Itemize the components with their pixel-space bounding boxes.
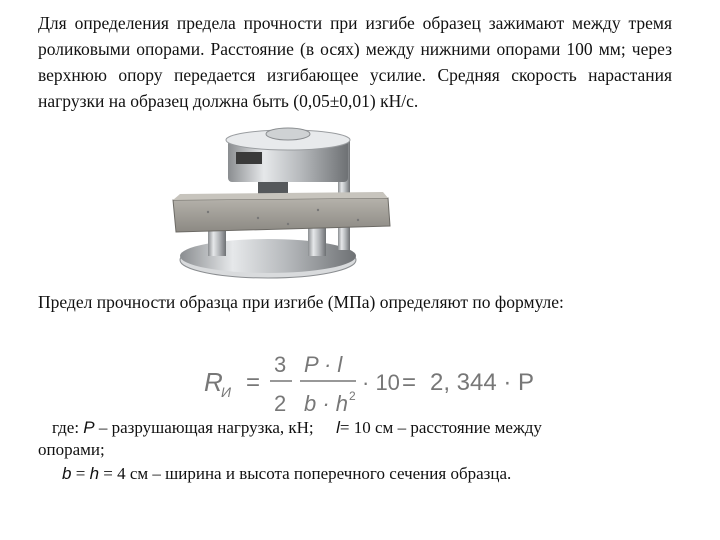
- formula-coef-denominator: 2: [274, 391, 287, 416]
- formula-equals-2: =: [402, 369, 417, 396]
- formula-equals: =: [246, 369, 261, 396]
- formula-heading: Предел прочности образца при изгибе (МПа) определяют по формуле:: [38, 292, 564, 312]
- bending-strength-formula: [204, 345, 564, 420]
- legend-bh-desc: = 4 см – ширина и высота поперечного сечения образца.: [103, 464, 512, 483]
- formula-frac-numerator: P · l: [304, 352, 343, 377]
- intro-paragraph: Для определения предела прочности при изгибе образец зажимают между тремя роликовыми опорами. Расстояние (в осях) между нижними опорами 100 мм; через верхнюю опору передается изгибающее усилие. Средняя скорость нарастания нагрузки на образец должна быть (0,05±0,01) кН/с.: [38, 13, 672, 111]
- legend-line-1: [38, 417, 678, 439]
- legend-p-desc: – разрушающая нагрузка, кН;: [98, 418, 314, 437]
- legend-block: [38, 417, 678, 461]
- formula-result: 2, 344 · P: [430, 369, 535, 396]
- legend-h-symbol: h: [89, 464, 100, 483]
- formula-multiplier: · 10: [362, 370, 400, 395]
- legend-eq1: =: [75, 464, 86, 483]
- formula-lhs-subscript: И: [221, 384, 232, 400]
- legend-where: где:: [52, 418, 80, 437]
- legend-l-symbol: l: [336, 418, 340, 437]
- legend-dimensions-line: [62, 463, 682, 485]
- legend-line-2: опорами;: [38, 440, 105, 459]
- formula-lhs-symbol: R: [204, 367, 223, 397]
- formula-frac-den-exp: 2: [349, 389, 356, 403]
- legend-b-symbol: b: [62, 464, 72, 483]
- legend-l-desc: = 10 см – расстояние между: [339, 418, 542, 437]
- legend-p-symbol: P: [83, 418, 95, 437]
- bending-test-apparatus-image: [168, 120, 398, 285]
- formula-coef-numerator: 3: [274, 352, 287, 377]
- formula-frac-den-b: b · h: [304, 391, 349, 416]
